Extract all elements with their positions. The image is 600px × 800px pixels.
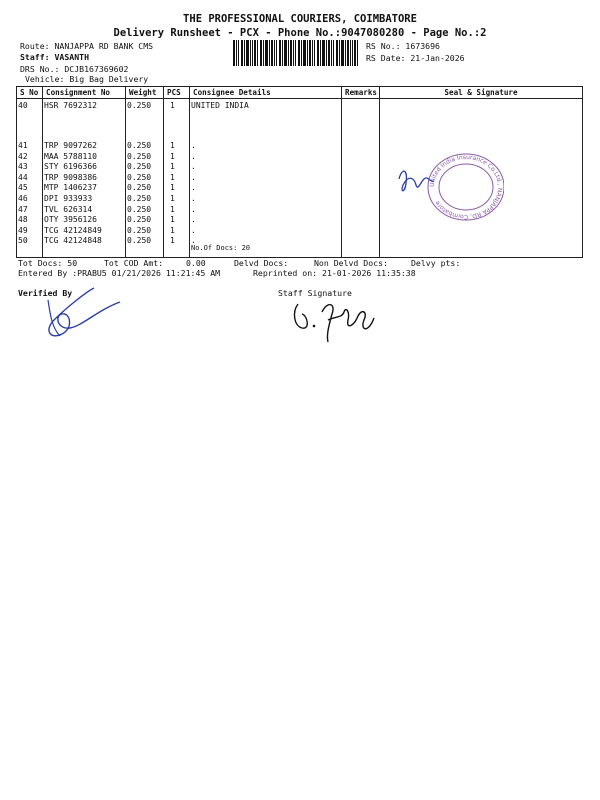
- sno-cell: 50: [18, 236, 28, 246]
- col-header-sno: S No: [17, 87, 43, 99]
- col-header-remarks: Remarks: [342, 87, 380, 99]
- consignee-cell: .: [191, 194, 196, 203]
- tot-cod-value: 0.00: [186, 258, 206, 268]
- consignee-column: [190, 99, 341, 257]
- weight-cell: 0.250: [127, 162, 152, 172]
- consignee-cell: UNITED INDIA: [191, 101, 249, 110]
- consignee-cell: .: [191, 183, 196, 193]
- consignment-cell: STY 6196366: [44, 162, 97, 172]
- vehicle-text: Vehicle: Big Bag Delivery: [25, 74, 149, 84]
- rs-date: RS Date: 21-Jan-2026: [366, 53, 465, 63]
- pcs-cell: 1: [170, 151, 175, 161]
- staff-signature-label: Staff Signature: [278, 288, 352, 298]
- consignee-cell: .: [191, 172, 196, 182]
- weight-cell: 0.250: [127, 204, 152, 214]
- table-body-row: [17, 99, 583, 258]
- consignment-cell: MTP 1406237: [44, 183, 97, 193]
- col-header-seal: Seal & Signature: [380, 87, 583, 99]
- weight-cell: 0.250: [127, 183, 152, 193]
- weight-cell: 0.250: [127, 101, 152, 110]
- delvd-docs: Delvd Docs:: [234, 258, 289, 268]
- consignment-cell: TRP 9097262: [44, 141, 97, 150]
- entered-by: Entered By :PRABU5 01/21/2026 11:21:45 AM: [18, 268, 221, 278]
- sno-column: [17, 99, 42, 257]
- tot-cod-label: Tot COD Amt:: [104, 258, 164, 268]
- pcs-cell: 1: [170, 183, 175, 193]
- col-header-consignee: Consignee Details: [190, 87, 342, 99]
- sno-cell: 43: [18, 162, 28, 172]
- pcs-cell: 1: [170, 236, 175, 246]
- pcs-column: [164, 99, 189, 257]
- route-text: Route: NANJAPPA RD BANK CMS: [20, 41, 154, 51]
- runsheet-table: [16, 86, 583, 258]
- weight-cell: 0.250: [127, 236, 152, 246]
- stamp-text: United India Insurance Co.Ltd., NANJAPPA RD, Coimbatore: [428, 153, 504, 221]
- non-delvd-docs: Non Delvd Docs:: [314, 258, 388, 268]
- consignee-cell: .: [191, 151, 196, 161]
- pcs-cell: 1: [170, 204, 175, 214]
- no-of-docs: No.Of Docs: 20: [191, 244, 251, 252]
- weight-column: [126, 99, 163, 257]
- pcs-cell: 1: [170, 141, 175, 150]
- consignee-cell: .: [191, 236, 196, 246]
- verified-signature-image: [36, 280, 126, 344]
- consignment-cell: MAA 5788110: [44, 151, 97, 161]
- delvy-pts: Delvy pts:: [411, 258, 461, 268]
- consignee-cell: .: [191, 204, 196, 214]
- consignee-cell: .: [191, 141, 196, 150]
- rs-number: RS No.: 1673696: [366, 41, 440, 51]
- consignment-cell: TCG 42124848: [44, 236, 102, 246]
- weight-cell: 0.250: [127, 225, 152, 235]
- pcs-cell: 1: [170, 215, 175, 225]
- consignment-cell: TCG 42124849: [44, 225, 102, 235]
- company-title: THE PROFESSIONAL COURIERS, COIMBATORE: [183, 13, 417, 25]
- sno-cell: 46: [18, 194, 28, 203]
- staff-text: Staff: VASANTH: [20, 52, 90, 62]
- weight-cell: 0.250: [127, 194, 152, 203]
- runsheet-title: Delivery Runsheet - PCX - Phone No.:9047080280 - Page No.:2: [113, 27, 487, 39]
- pcs-cell: 1: [170, 101, 175, 110]
- col-header-weight: Weight: [126, 87, 164, 99]
- consignment-cell: DPI 933933: [44, 194, 93, 203]
- consignee-cell: .: [191, 225, 196, 235]
- col-header-consignment: Consignment No: [43, 87, 126, 99]
- barcode-image: [233, 40, 358, 66]
- sno-cell: 44: [18, 172, 28, 182]
- consignee-cell: .: [191, 162, 196, 172]
- pcs-cell: 1: [170, 225, 175, 235]
- drs-number: DRS No.: DCJB167369602: [20, 64, 129, 74]
- sno-cell: 48: [18, 215, 28, 225]
- consignment-cell: HSR 7692312: [44, 101, 97, 110]
- staff-signature-image: [288, 290, 388, 350]
- pcs-cell: 1: [170, 172, 175, 182]
- weight-cell: 0.250: [127, 172, 152, 182]
- table-header-row: [17, 87, 583, 99]
- sno-cell: 41: [18, 141, 28, 150]
- weight-cell: 0.250: [127, 151, 152, 161]
- consignment-column: [43, 99, 125, 257]
- consignee-cell: .: [191, 215, 196, 225]
- sno-cell: 49: [18, 225, 28, 235]
- verified-by-label: Verified By: [18, 288, 73, 298]
- col-header-pcs: PCS: [164, 87, 190, 99]
- consignment-cell: TRP 9098386: [44, 172, 97, 182]
- sno-cell: 42: [18, 151, 28, 161]
- consignment-cell: OTY 3956126: [44, 215, 97, 225]
- remarks-column: [342, 99, 379, 257]
- pcs-cell: 1: [170, 162, 175, 172]
- consignment-cell: TVL 626314: [44, 204, 93, 214]
- weight-cell: 0.250: [127, 141, 152, 150]
- sno-cell: 40: [18, 101, 28, 110]
- sno-cell: 47: [18, 204, 28, 214]
- reprinted-on: Reprinted on: 21-01-2026 11:35:38: [253, 268, 416, 278]
- tot-docs: Tot Docs: 50: [18, 258, 78, 268]
- pcs-cell: 1: [170, 194, 175, 203]
- seal-column: [380, 99, 582, 257]
- sno-cell: 45: [18, 183, 28, 193]
- seal-stamp-image: [394, 149, 504, 229]
- weight-cell: 0.250: [127, 215, 152, 225]
